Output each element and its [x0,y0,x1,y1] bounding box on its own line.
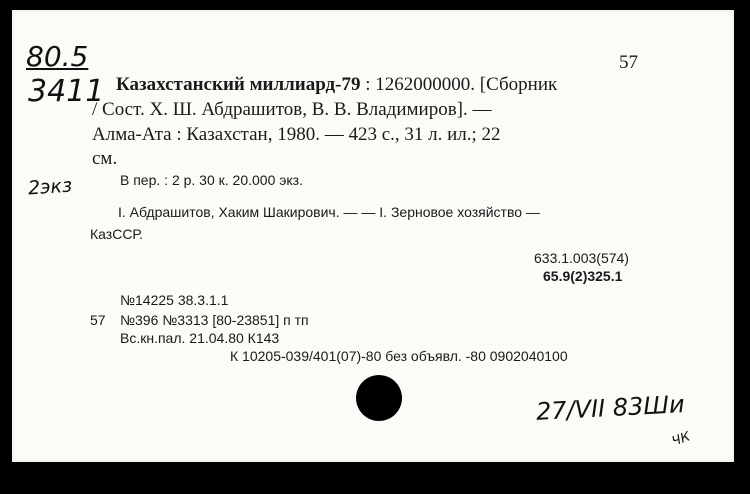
catalog-card [12,10,734,462]
classification-udk: 633.1.003(574) [534,250,629,266]
tech-prefix: 57 [90,312,106,328]
subject-line-1: I. Абдрашитов, Хаким Шакирович. — — I. Зерновое хозяйство — [118,204,540,220]
subject-line-2: КазССР. [90,226,144,242]
price-line: В пер. : 2 р. 30 к. 20.000 экз. [120,172,303,188]
handwritten-shelf-mark-bottom: 3411 [28,74,105,109]
title-line-2: / Сост. Х. Ш. Абдрашитов, В. В. Владимиров]. — [92,99,492,120]
handwritten-shelf-mark-top: 80.5 [26,40,89,73]
title-line-1 [116,74,557,96]
handwritten-date-signature: 27/VII 83Ши [535,390,686,426]
page-number: 57 [619,52,638,73]
tech-line-1: №14225 38.3.1.1 [120,292,229,308]
handwritten-initials: ЧК [669,429,693,450]
classification-bbk: 65.9(2)325.1 [543,268,623,284]
handwritten-copies: 2экз [27,174,73,200]
book-title: Казахстанский миллиард-79 [116,74,361,95]
title-line-1-rest: : 1262000000. [Сборник [360,74,558,95]
tech-line-4: К 10205-039/401(07)-80 без объявл. -80 0902040100 [230,348,568,364]
tech-line-2: №396 №3313 [80-23851] п тп [120,312,309,328]
tech-line-3: Вс.кн.пал. 21.04.80 К143 [120,330,280,346]
title-line-3: Алма-Ата : Казахстан, 1980. — 423 с., 31 л. ил.; 22 [92,124,501,145]
punch-hole [356,375,402,421]
title-line-4: см. [92,148,118,169]
